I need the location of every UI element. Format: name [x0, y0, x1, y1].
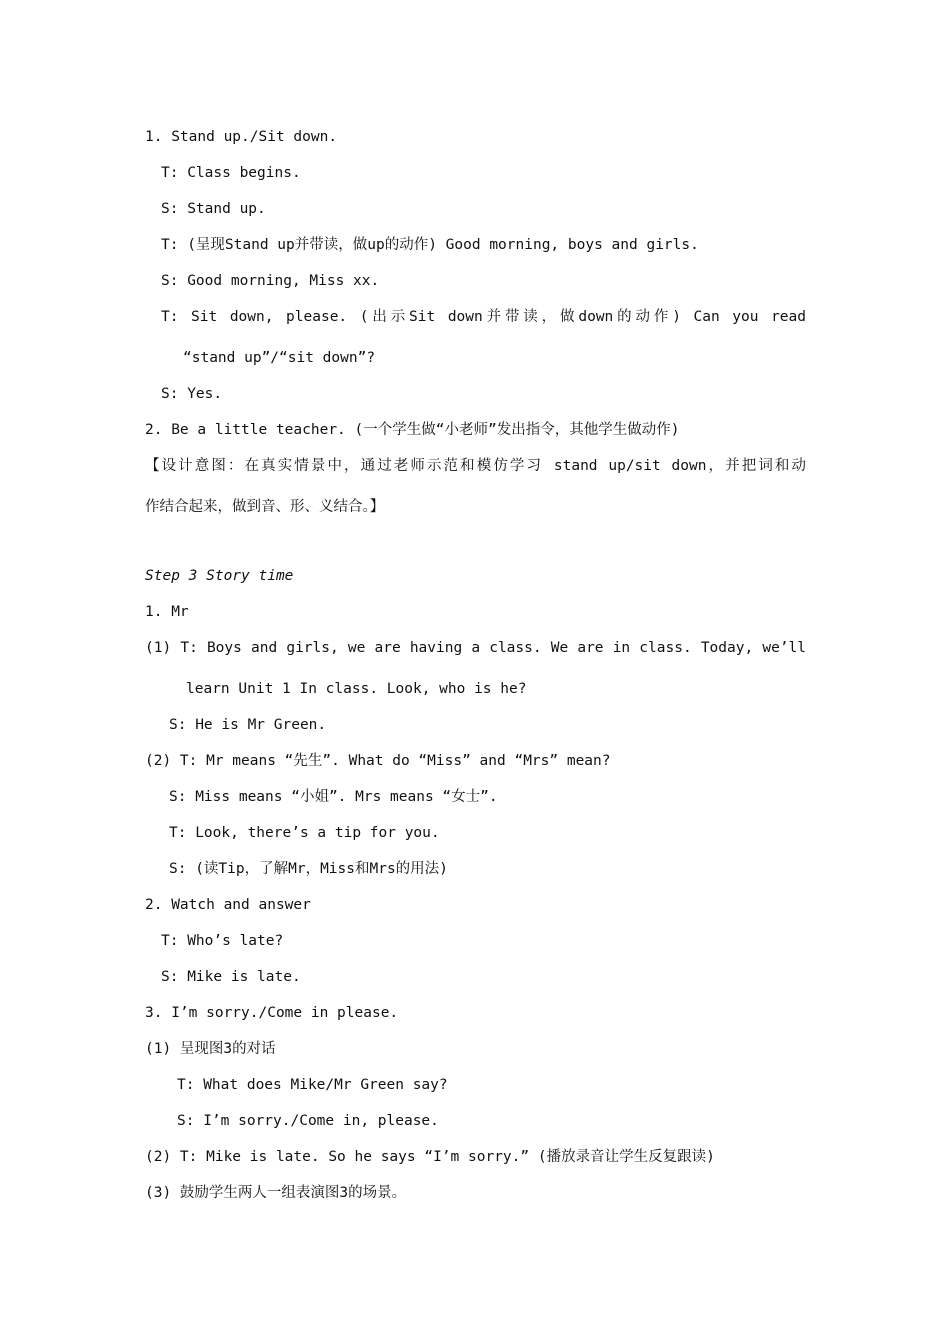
section-heading-mr: 1. Mr: [145, 604, 189, 620]
dialogue-line: (1) T: Boys and girls, we are having a class. We are in class. Today, we’ll: [145, 640, 806, 656]
dialogue-line: T: Look, there’s a tip for you.: [169, 825, 440, 841]
dialogue-line: S: I’m sorry./Come in, please.: [177, 1113, 439, 1129]
dialogue-line: S: Yes.: [161, 386, 223, 402]
dialogue-line: T: What does Mike/Mr Green say?: [177, 1077, 448, 1093]
section-heading-sorry: 3. I’m sorry./Come in please.: [145, 1005, 399, 1021]
step-title: Step 3 Story time: [145, 568, 294, 584]
dialogue-line: (2) T: Mr means “先生”. What do “Miss” and “Mrs” mean?: [145, 753, 611, 769]
dialogue-line: (1) 呈现图3的对话: [145, 1041, 276, 1057]
section-heading-little-teacher: 2. Be a little teacher. (一个学生做“小老师”发出指令，其他学生做动作): [145, 422, 680, 438]
dialogue-line: S: He is Mr Green.: [169, 717, 327, 733]
dialogue-line: T: Class begins.: [161, 165, 301, 181]
design-intent-note-continued: 作结合起来，做到音、形、义结合。】: [145, 499, 385, 515]
dialogue-line-continued: learn Unit 1 In class. Look, who is he?: [186, 681, 527, 697]
dialogue-line: T: Sit down, please. (出示Sit down并带读，做down的动作) Can you read: [161, 309, 806, 325]
design-intent-note: 【设计意图：在真实情景中，通过老师示范和模仿学习 stand up/sit down，并把词和动: [145, 458, 806, 474]
section-heading-stand-up: 1. Stand up./Sit down.: [145, 129, 338, 145]
dialogue-line: S: Stand up.: [161, 201, 266, 217]
dialogue-line: T: Who’s late?: [161, 933, 284, 949]
dialogue-line: (2) T: Mike is late. So he says “I’m sorry.” (播放录音让学生反复跟读): [145, 1149, 715, 1165]
dialogue-line: S: Good morning, Miss xx.: [161, 273, 380, 289]
dialogue-line-continued: “stand up”/“sit down”?: [183, 350, 376, 366]
dialogue-line: T: (呈现Stand up并带读，做up的动作) Good morning, boys and girls.: [161, 237, 699, 253]
dialogue-line: S: Mike is late.: [161, 969, 301, 985]
dialogue-line: (3) 鼓励学生两人一组表演图3的场景。: [145, 1185, 407, 1201]
dialogue-line: S: Miss means “小姐”. Mrs means “女士”.: [169, 789, 498, 805]
section-heading-watch: 2. Watch and answer: [145, 897, 311, 913]
dialogue-line: S: (读Tip，了解Mr，Miss和Mrs的用法): [169, 861, 448, 877]
